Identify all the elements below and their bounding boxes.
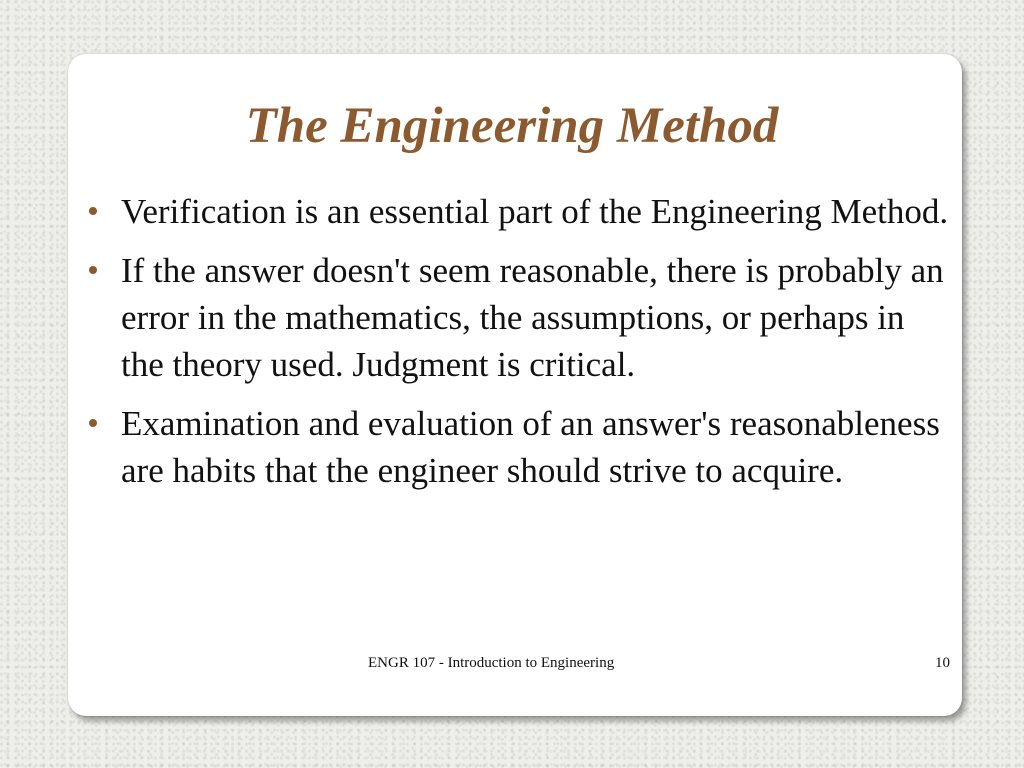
slide-footer: ENGR 107 - Introduction to Engineering <box>368 655 615 671</box>
page-number: 10 <box>935 655 950 671</box>
bullet-list <box>88 188 954 506</box>
bullet-item-examination <box>88 400 954 494</box>
bullet-item-reasonable <box>88 247 954 388</box>
bullet-text: If the answer doesn't seem reasonable, there is probably an error in the mathematics, the assumptions, or perhaps in the theory used. Judgment is critical. <box>121 251 944 384</box>
bullet-text: Examination and evaluation of an answer's reasonableness are habits that the engineer should strive to acquire. <box>121 404 940 490</box>
bullet-text: Verification is an essential part of the Engineering Method. <box>121 192 949 231</box>
bullet-item-verification <box>88 188 954 235</box>
slide-title: The Engineering Method <box>245 98 779 154</box>
bullet-dot-icon <box>89 419 97 427</box>
bullet-dot-icon <box>89 207 97 215</box>
bullet-dot-icon <box>89 266 97 274</box>
